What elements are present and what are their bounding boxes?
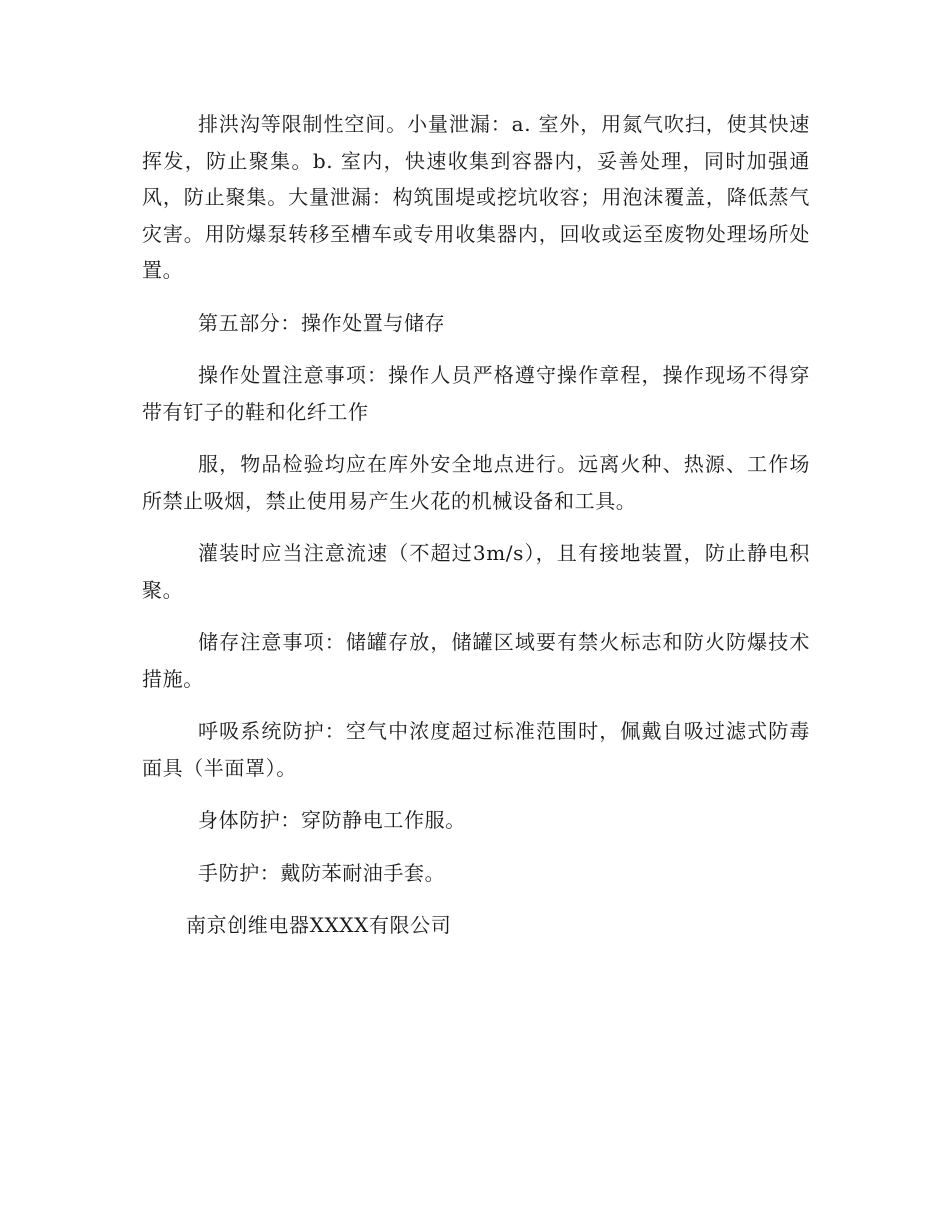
paragraph-filling: 灌装时应当注意流速（不超过3m/s），且有接地装置，防止静电积聚。 — [142, 541, 810, 602]
paragraph-inspection: 服，物品检验均应在库外安全地点进行。远离火种、热源、工作场所禁止吸烟，禁止使用易产生火花的机械设备和工具。 — [142, 452, 810, 513]
paragraph-body-protection: 身体防护：穿防静电工作服。 — [198, 808, 466, 832]
company-name: 南京创维电器XXXX有限公司 — [186, 913, 452, 937]
paragraph-hand-protection: 手防护：戴防苯耐油手套。 — [198, 860, 446, 885]
document-page — [142, 106, 810, 944]
paragraph-respiratory-protection: 呼吸系统防护：空气中浓度超过标准范围时，佩戴自吸过滤式防毒面具（半面罩）。 — [142, 719, 810, 780]
paragraph-storage-notes: 储存注意事项：储罐存放，储罐区域要有禁火标志和防火防爆技术措施。 — [142, 630, 810, 691]
section-heading-part-five: 第五部分：操作处置与储存 — [198, 310, 446, 335]
paragraph-leak-handling: 排洪沟等限制性空间。小量泄漏：a. 室外，用氮气吹扫，使其快速挥发，防止聚集。b. 室内，快速收集到容器内，妥善处理，同时加强通风，防止聚集。大量泄漏：构筑围堤或挖坑收容；用泡沫覆盖，降低蒸气灾害。用防爆泵转移至槽车或专用收集器内，回收或运至废物处理场所处置。 — [142, 112, 810, 282]
paragraph-operation-notes: 操作处置注意事项：操作人员严格遵守操作章程，操作现场不得穿带有钉子的鞋和化纤工作 — [142, 363, 810, 424]
